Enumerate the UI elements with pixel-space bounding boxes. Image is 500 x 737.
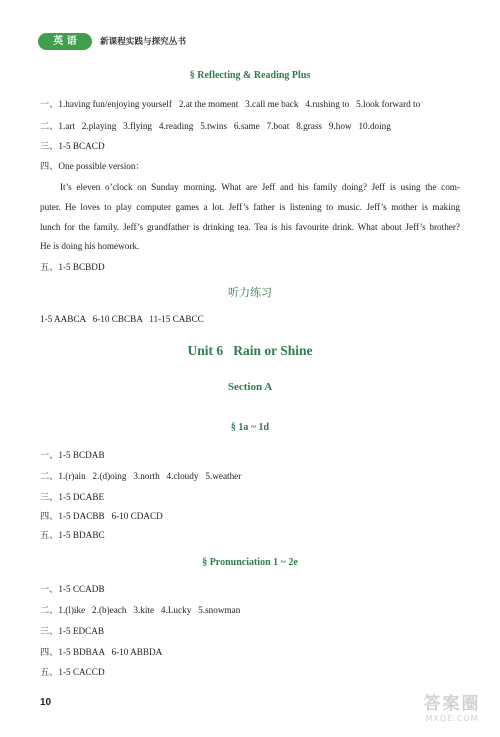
answer-line: 五、1-5 BCBDD: [40, 262, 105, 272]
answer-line: 一、1-5 BCDAB: [40, 450, 105, 460]
unit-title: Unit 6 Rain or Shine: [187, 343, 313, 358]
heading-1a-1d: § 1a ~ 1d: [230, 422, 270, 433]
heading-listening-practice: 听力练习: [228, 286, 272, 299]
essay-line: He is doing his homework.: [40, 241, 140, 251]
watermark: [412, 694, 492, 724]
essay-line: puter. He loves to play computer games a lot. Jeff’s father is listening to music. Jeff’s mother is making: [40, 202, 460, 212]
answer-line: 二、1.(l)ike 2.(b)each 3.kite 4.Lucky 5.snowman: [40, 605, 241, 615]
answer-line: 三、1-5 DCABE: [40, 492, 105, 502]
subject-badge: 英 语: [38, 33, 92, 50]
answer-line: 二、1.(r)ain 2.(d)oing 3.north 4.cloudy 5.weather: [40, 471, 242, 481]
answer-line: 一、1.having fun/enjoying yourself 2.at the moment 3.call me back 4.rushing to 5.look forward to: [40, 99, 421, 109]
page-number: 10: [40, 697, 52, 708]
heading-reflecting-reading-plus: § Reflecting & Reading Plus: [189, 70, 311, 81]
answer-line: 四、1-5 DACBB 6-10 CDACD: [40, 511, 163, 521]
answer-line: 二、1.art 2.playing 3.flying 4.reading 5.twins 6.same 7.boat 8.grass 9.how 10.doing: [40, 121, 391, 131]
answer-line: 1-5 AABCA 6-10 CBCBA 11-15 CABCC: [40, 314, 204, 324]
essay-line: lunch for the family. Jeff’s grandfather is drinking tea. Tea is his favourite drink. What about Jeff’s brother?: [40, 222, 460, 232]
series-title: 新课程实践与探究丛书: [100, 37, 186, 47]
answer-line: 三、1-5 EDCAB: [40, 626, 105, 636]
answer-line: 五、1-5 CACCD: [40, 667, 105, 677]
heading-pronunciation: § Pronunciation 1 ~ 2e: [202, 557, 298, 568]
answer-line: 四、1-5 BDBAA 6-10 ABBDA: [40, 647, 163, 657]
watermark-logo-text: 答案圈: [423, 694, 481, 714]
answer-line: 五、1-5 BDABC: [40, 530, 105, 540]
answer-line: 四、One possible version：: [40, 161, 145, 171]
essay-line: It’s eleven o’clock on Sunday morning. What are Jeff and his family doing? Jeff is using the com-: [60, 182, 460, 192]
answer-line: 三、1-5 BCACD: [40, 141, 105, 151]
section-title: Section A: [227, 381, 273, 393]
watermark-url: MXQE.COM: [425, 714, 479, 723]
answer-line: 一、1-5 CCADB: [40, 584, 105, 594]
